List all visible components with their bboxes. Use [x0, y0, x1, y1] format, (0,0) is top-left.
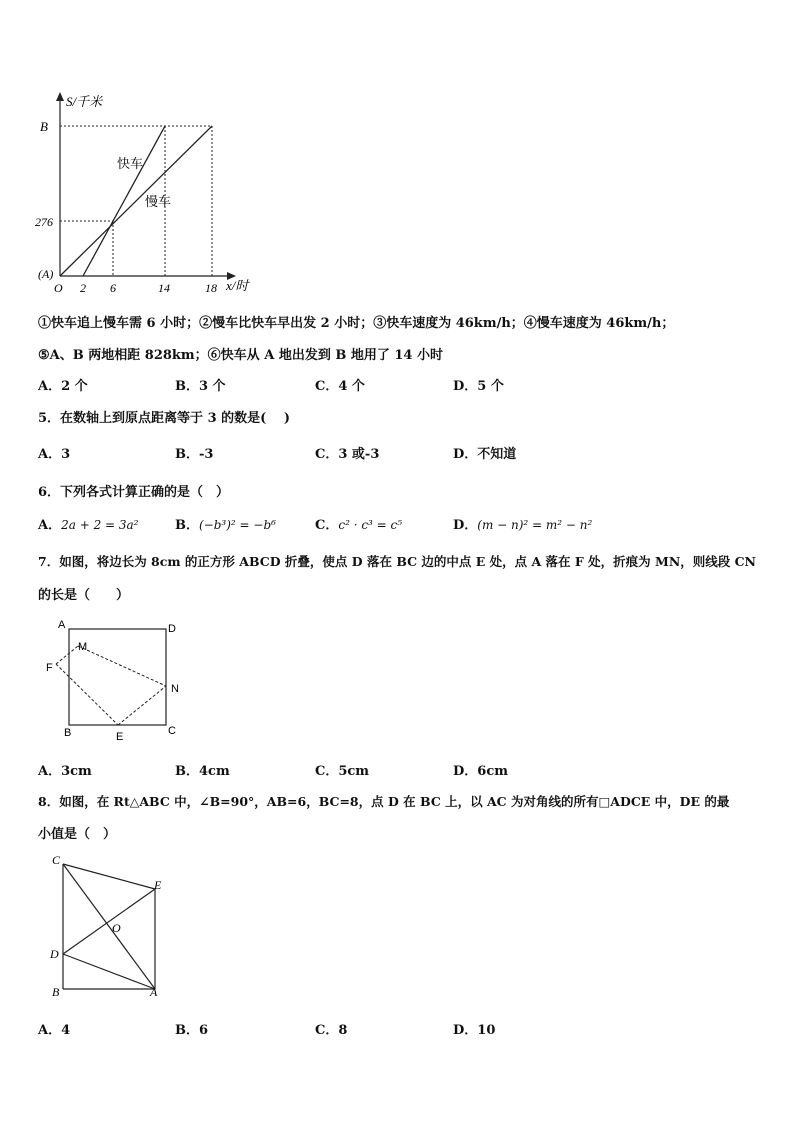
q7-label-m: M [78, 641, 88, 653]
q4-option-c[interactable]: C．4 个 [315, 379, 365, 394]
fast-car-label: 快车 [117, 156, 144, 171]
q7-label-f: F [46, 662, 53, 674]
x-tick-2: 2 [80, 281, 86, 295]
segment-ce [63, 864, 155, 889]
q4-option-b[interactable]: B．3 个 [175, 379, 226, 394]
origin-o-label: O [54, 281, 63, 295]
q7-label-c: C [168, 725, 176, 737]
q5-option-b[interactable]: B．-3 [175, 447, 214, 462]
q8-label-e: E [154, 878, 162, 892]
q6-question: 6．下列各式计算正确的是（ ） [38, 485, 230, 500]
segment-da [63, 954, 155, 989]
fold-line-fe [56, 664, 118, 725]
q6-option-a-formula: 2a + 2 = 3a² [61, 518, 139, 532]
q6-option-b-formula: (−b³)² = −b⁶ [199, 518, 276, 532]
q8-label-a: A [150, 985, 158, 999]
y-axis-label: S/千米 [66, 94, 103, 109]
q8-option-d[interactable]: D．10 [453, 1023, 496, 1038]
q7-option-b[interactable]: B．4cm [175, 764, 230, 779]
q6-option-c-formula: c² · c³ = c⁵ [338, 518, 403, 532]
q4-statements-line2: ⑤A、B 两地相距 828km；⑥快车从 A 地出发到 B 地用了 14 小时 [38, 348, 443, 363]
q5-option-c[interactable]: C．3 或-3 [315, 447, 380, 462]
q7-label-d: D [168, 623, 176, 635]
q7-option-c[interactable]: C．5cm [315, 764, 370, 779]
q7-label-e: E [116, 731, 124, 743]
fold-line-mn [78, 646, 166, 686]
fold-line-fm [56, 646, 78, 664]
slow-car-line [60, 126, 212, 276]
distance-time-graph [30, 88, 270, 298]
q5-question: 5．在数轴上到原点距离等于 3 的数是( ) [38, 411, 290, 426]
q6-option-c[interactable] [315, 514, 402, 533]
q8-option-c[interactable]: C．8 [315, 1023, 348, 1038]
slow-car-label: 慢车 [145, 194, 172, 209]
q6-option-b-letter: B． [175, 518, 199, 533]
q7-option-d[interactable]: D．6cm [453, 764, 508, 779]
y-axis-arrow [56, 92, 64, 101]
q6-option-d[interactable] [453, 514, 592, 533]
q7-square-figure [40, 614, 200, 744]
segment-de [63, 889, 155, 954]
q8-question-line2: 小值是（ ） [38, 827, 117, 842]
q7-label-b: B [64, 727, 72, 739]
q4-option-a[interactable]: A．2 个 [38, 379, 88, 394]
q5-option-a[interactable]: A．3 [38, 447, 71, 462]
q8-label-b: B [52, 985, 60, 999]
q7-label-n: N [171, 683, 179, 695]
q8-question-line1: 8．如图，在 Rt△ABC 中，∠B=90°，AB=6，BC=8，点 D 在 BC 上，以 AC 为对角线的所有□ADCE 中，DE 的最 [38, 794, 730, 809]
origin-a-label: (A) [38, 267, 54, 281]
q8-option-b[interactable]: B．6 [175, 1023, 209, 1038]
q6-option-b[interactable] [175, 514, 276, 533]
x-tick-14: 14 [158, 281, 170, 295]
q4-statements-line1: ①快车追上慢车需 6 小时；②慢车比快车早出发 2 小时；③快车速度为 46km/h；④慢车速度为 46km/h； [38, 316, 675, 331]
q6-option-d-formula: (m − n)² = m² − n² [477, 518, 593, 532]
q8-triangle-figure [40, 850, 180, 1002]
q6-option-c-letter: C． [315, 518, 339, 533]
q8-label-d: D [50, 947, 59, 961]
x-tick-6: 6 [110, 281, 116, 295]
q8-label-c: C [52, 853, 61, 867]
q8-option-a[interactable]: A．4 [38, 1023, 71, 1038]
q7-question-line1: 7．如图，将边长为 8cm 的正方形 ABCD 折叠，使点 D 落在 BC 边的中点 E 处，点 A 落在 F 处，折痕为 MN，则线段 CN [38, 554, 756, 569]
q7-option-a[interactable]: A．3cm [38, 764, 92, 779]
q6-option-a[interactable] [38, 514, 138, 533]
q8-label-o: O [112, 921, 121, 935]
q7-question-line2: 的长是（ ） [38, 588, 130, 603]
fold-line-en [118, 686, 166, 725]
b-label: B [40, 119, 48, 134]
y-tick-276: 276 [35, 215, 53, 229]
q5-option-d[interactable]: D．不知道 [453, 447, 517, 462]
segment-ca [63, 864, 155, 989]
x-axis-label: x/时 [226, 278, 249, 293]
q4-option-d[interactable]: D．5 个 [453, 379, 504, 394]
q6-option-a-letter: A． [38, 518, 62, 533]
q7-label-a: A [58, 619, 66, 631]
x-tick-18: 18 [205, 281, 217, 295]
q6-option-d-letter: D． [453, 518, 478, 533]
